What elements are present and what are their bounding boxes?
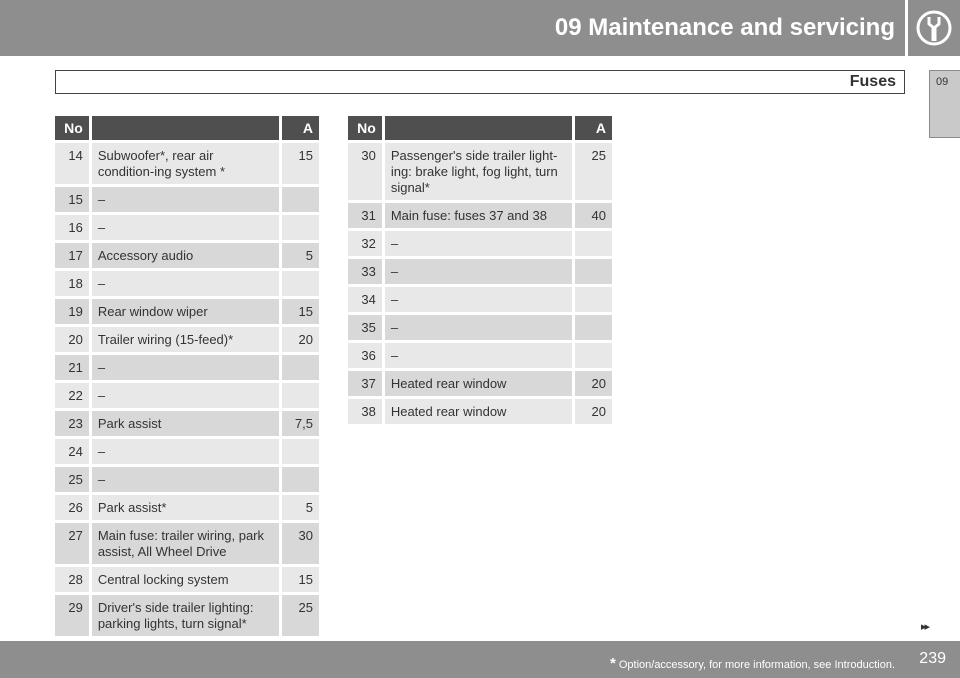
header-description (385, 116, 575, 140)
table-row (348, 315, 612, 340)
fuse-number: 15 (55, 187, 92, 212)
fuse-description: Driver's side trailer lighting: parking lights, turn signal* (92, 595, 282, 636)
table-row (55, 327, 319, 352)
fuse-description: – (385, 315, 575, 340)
fuse-description: – (92, 383, 282, 408)
header-description (92, 116, 282, 140)
fuse-amperage: 5 (282, 243, 319, 268)
fuse-description: – (92, 215, 282, 240)
fuse-description: Heated rear window (385, 399, 575, 424)
table-row (55, 243, 319, 268)
fuse-description: – (385, 231, 575, 256)
fuse-amperage (575, 287, 612, 312)
fuse-description: Rear window wiper (92, 299, 282, 324)
fuse-description: – (385, 259, 575, 284)
table-row (55, 567, 319, 592)
table-row (348, 343, 612, 368)
fuse-description: Subwoofer*, rear air condition-ing system * (92, 143, 282, 184)
fuse-number: 27 (55, 523, 92, 564)
fuse-number: 19 (55, 299, 92, 324)
chapter-tab-label: 09 (936, 76, 949, 88)
table-row (55, 187, 319, 212)
header-bar (0, 0, 905, 56)
fuse-number: 35 (348, 315, 385, 340)
fuse-description: – (92, 439, 282, 464)
fuse-table-left (55, 113, 319, 639)
chapter-tab[interactable] (929, 70, 960, 138)
table-row (348, 231, 612, 256)
fuse-table-body (348, 143, 612, 424)
chapter-title: 09 Maintenance and servicing (554, 14, 895, 41)
fuse-amperage (282, 215, 319, 240)
table-row (55, 595, 319, 636)
table-row (55, 143, 319, 184)
fuse-description: Trailer wiring (15-feed)* (92, 327, 282, 352)
fuse-number: 22 (55, 383, 92, 408)
fuse-description: – (92, 187, 282, 212)
fuse-amperage (282, 383, 319, 408)
fuse-amperage: 7,5 (282, 411, 319, 436)
fuse-amperage (282, 355, 319, 380)
chapter-icon-box (908, 0, 960, 56)
fuse-amperage (282, 467, 319, 492)
fuse-number: 28 (55, 567, 92, 592)
fuse-number: 17 (55, 243, 92, 268)
fuse-amperage (575, 315, 612, 340)
table-row (348, 203, 612, 228)
fuse-number: 33 (348, 259, 385, 284)
fuse-amperage (282, 187, 319, 212)
fuse-number: 36 (348, 343, 385, 368)
table-row (55, 439, 319, 464)
fuse-amperage: 5 (282, 495, 319, 520)
fuse-description: – (385, 287, 575, 312)
fuse-number: 31 (348, 203, 385, 228)
fuse-description: Park assist* (92, 495, 282, 520)
fuse-amperage: 15 (282, 299, 319, 324)
table-row (55, 215, 319, 240)
fuse-number: 34 (348, 287, 385, 312)
header-no: No (55, 116, 92, 140)
table-row (348, 287, 612, 312)
table-row (55, 383, 319, 408)
fuse-number: 21 (55, 355, 92, 380)
fuse-table-right (348, 113, 612, 427)
fuse-amperage: 40 (575, 203, 612, 228)
fuse-description: Main fuse: trailer wiring, park assist, All Wheel Drive (92, 523, 282, 564)
fuse-description: Park assist (92, 411, 282, 436)
fuse-amperage (575, 231, 612, 256)
fuse-amperage: 25 (575, 143, 612, 200)
fuse-amperage: 30 (282, 523, 319, 564)
fuse-number: 30 (348, 143, 385, 200)
fuse-amperage: 20 (575, 371, 612, 396)
next-page-arrows[interactable]: ▸▸ (921, 621, 929, 633)
fuse-amperage: 15 (282, 567, 319, 592)
header-no: No (348, 116, 385, 140)
page-number: 239 (919, 650, 946, 667)
fuse-amperage: 25 (282, 595, 319, 636)
table-row (55, 299, 319, 324)
table-row (55, 495, 319, 520)
fuse-number: 18 (55, 271, 92, 296)
fuse-description: Main fuse: fuses 37 and 38 (385, 203, 575, 228)
fuse-number: 16 (55, 215, 92, 240)
fuse-description: Central locking system (92, 567, 282, 592)
fuse-description: Heated rear window (385, 371, 575, 396)
footer-note (610, 655, 895, 672)
fuse-number: 20 (55, 327, 92, 352)
table-row (55, 355, 319, 380)
fuse-amperage (282, 271, 319, 296)
header-amperage: A (282, 116, 319, 140)
table-header-row (55, 116, 319, 140)
fuse-amperage (575, 259, 612, 284)
fuse-description: – (385, 343, 575, 368)
fuse-amperage (575, 343, 612, 368)
fuse-number: 29 (55, 595, 92, 636)
fuse-number: 25 (55, 467, 92, 492)
table-row (348, 143, 612, 200)
wrench-icon (915, 8, 953, 48)
section-header (55, 70, 905, 94)
fuse-amperage: 20 (282, 327, 319, 352)
fuse-number: 14 (55, 143, 92, 184)
table-row (55, 271, 319, 296)
table-header-row (348, 116, 612, 140)
fuse-number: 23 (55, 411, 92, 436)
fuse-description: Accessory audio (92, 243, 282, 268)
table-row (348, 371, 612, 396)
fuse-number: 32 (348, 231, 385, 256)
footer-bar (0, 641, 960, 678)
fuse-description: – (92, 355, 282, 380)
fuse-description: – (92, 271, 282, 296)
header-amperage: A (575, 116, 612, 140)
fuse-amperage: 15 (282, 143, 319, 184)
fuse-number: 38 (348, 399, 385, 424)
fuse-number: 24 (55, 439, 92, 464)
section-title: Fuses (849, 73, 896, 90)
fuse-table-body (55, 143, 319, 636)
fuse-number: 37 (348, 371, 385, 396)
fuse-number: 26 (55, 495, 92, 520)
fuse-amperage (282, 439, 319, 464)
fuse-description: Passenger's side trailer light-ing: brake light, fog light, turn signal* (385, 143, 575, 200)
table-row (55, 411, 319, 436)
table-row (55, 523, 319, 564)
table-row (348, 259, 612, 284)
table-row (348, 399, 612, 424)
fuse-amperage: 20 (575, 399, 612, 424)
footer-asterisk: * (609, 655, 616, 672)
fuse-description: – (92, 467, 282, 492)
footer-note-text: Option/accessory, for more information, see Introduction. (615, 659, 895, 671)
table-row (55, 467, 319, 492)
